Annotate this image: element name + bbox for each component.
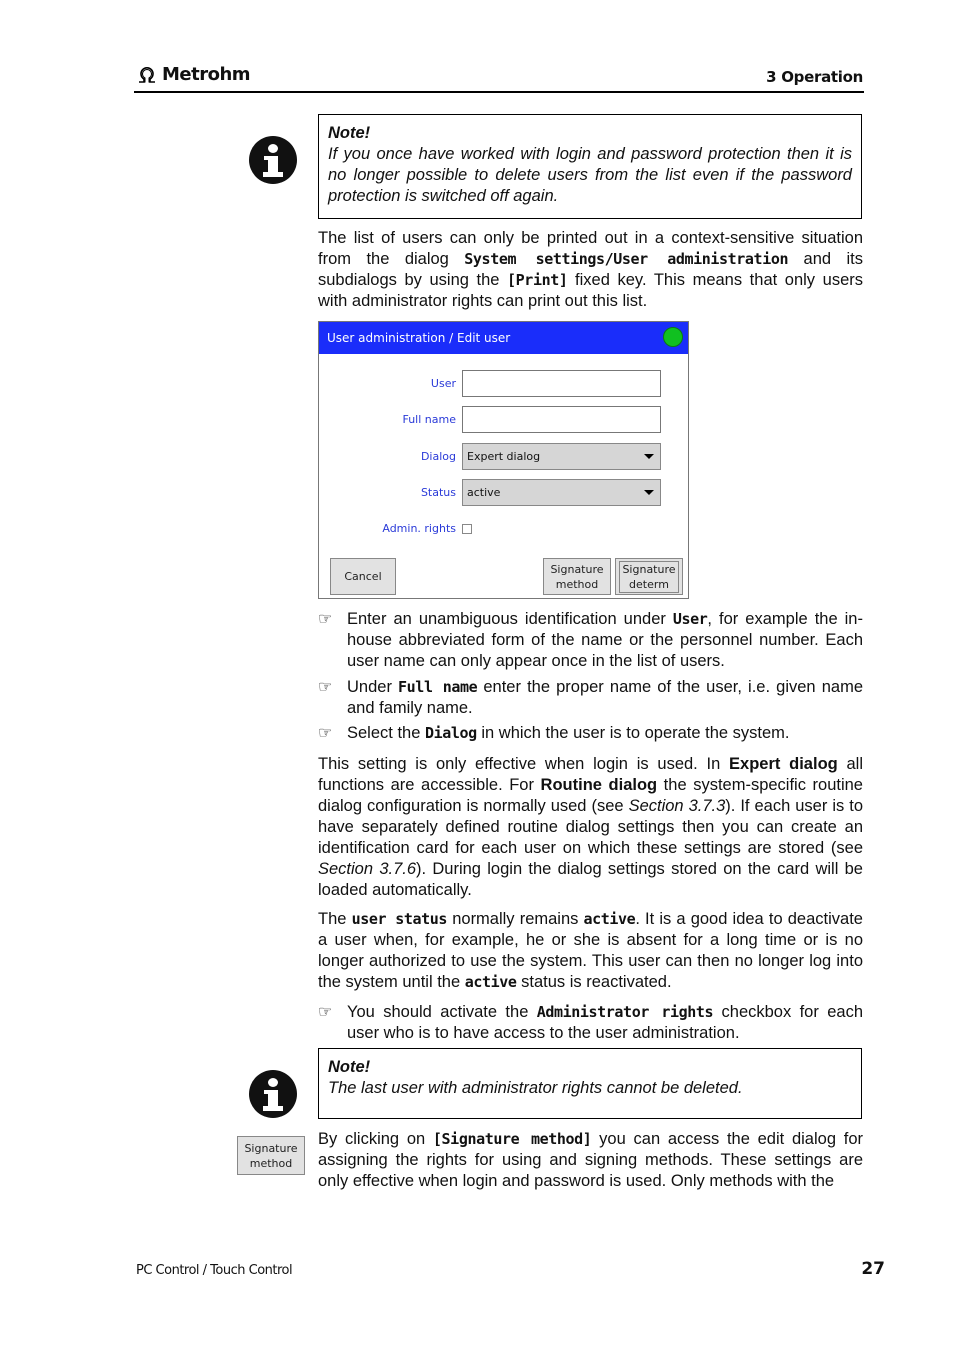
signature-method-button[interactable]: Signature method bbox=[543, 558, 611, 595]
bullet-admin-rights: ☞ You should activate the Administrator rights checkbox for each user who is to have access to the user administration. bbox=[318, 1003, 863, 1042]
pointing-hand-icon: ☞ bbox=[318, 679, 333, 696]
note-box bbox=[318, 1048, 862, 1119]
dialog-select-value: Expert dialog bbox=[467, 450, 541, 463]
status-label: Status bbox=[420, 486, 456, 499]
logo-text: Metrohm bbox=[162, 64, 251, 85]
pointing-hand-icon: ☞ bbox=[318, 611, 333, 628]
info-icon bbox=[249, 1070, 297, 1118]
user-label: User bbox=[430, 377, 456, 390]
pointing-hand-icon: ☞ bbox=[318, 725, 333, 742]
metrohm-logo bbox=[136, 64, 250, 85]
note-box bbox=[318, 114, 862, 219]
dialog-title: User administration / Edit user bbox=[327, 331, 511, 345]
signature-determ-button[interactable]: Signature determ bbox=[615, 558, 683, 595]
chapter-title: 3 Operation bbox=[766, 68, 863, 86]
paragraph-user-status: The user status normally remains active. It is a good idea to deactivate a user when, for example, he or she is absent for a long time or is no longer authorized to use the system. This user can then no longer log into the system until the active status is reactivated. bbox=[318, 910, 863, 991]
paragraph-dialog-modes: This setting is only effective when login is used. In Expert dialog all functions are accessible. For Routine dialog the system-specific routine dialog configuration is normally used (see Section 3.7.3). If each user is to have separately defined routine dialog settings then you can create an identification card for each user on which these settings are stored (see Section 3.7.6). During login the dialog settings stored on the card will be loaded automatically. bbox=[318, 755, 863, 899]
user-input[interactable] bbox=[462, 370, 661, 397]
dialog-label: Dialog bbox=[420, 450, 456, 463]
dialog-select[interactable] bbox=[462, 443, 661, 470]
bullet-fullname: ☞ Under Full name enter the proper name of the user, i.e. given name and family name. bbox=[318, 678, 863, 717]
note-text: If you once have worked with login and password protection then it is no longer possible to delete users from the list even if the password protection is switched off again. bbox=[328, 145, 852, 205]
fullname-label: Full name bbox=[402, 413, 456, 426]
page-number: 27 bbox=[861, 1259, 885, 1279]
pointing-hand-icon: ☞ bbox=[318, 1004, 333, 1021]
admin-rights-checkbox[interactable] bbox=[462, 524, 472, 534]
edit-user-dialog bbox=[318, 321, 689, 599]
dropdown-arrow-icon bbox=[644, 490, 654, 495]
header-rule bbox=[134, 91, 864, 93]
status-led-icon bbox=[663, 327, 683, 347]
note-title: Note! bbox=[328, 1058, 371, 1076]
fullname-input[interactable] bbox=[462, 406, 661, 433]
paragraph-print-list: The list of users can only be printed out in a context-sensitive situation from the dialog System settings/User administration and its subdialogs by using the [Print] fixed key. This means that only users with administrator rights can print out this list. bbox=[318, 229, 864, 310]
cancel-button[interactable]: Cancel bbox=[330, 558, 396, 595]
paragraph-signature-method: By clicking on [Signature method] you can access the edit dialog for assigning the rights for using and signing methods. These settings are only effective when login and password is used. Only methods with the bbox=[318, 1130, 863, 1190]
dropdown-arrow-icon bbox=[644, 454, 654, 459]
footer-product: PC Control / Touch Control bbox=[136, 1263, 293, 1278]
admin-rights-label: Admin. rights bbox=[382, 522, 456, 535]
info-icon bbox=[249, 136, 297, 184]
bullet-user: ☞ Enter an unambiguous identification under User, for example the in-house abbreviated form of the name or the personnel number. Each user name can only appear once in the list of users. bbox=[318, 610, 863, 670]
status-select-value: active bbox=[467, 486, 501, 499]
bullet-dialog: ☞ Select the Dialog in which the user is to operate the system. bbox=[318, 724, 790, 742]
signature-method-side-button: Signature method bbox=[237, 1136, 305, 1175]
note-title: Note! bbox=[328, 124, 371, 142]
note-text: The last user with administrator rights cannot be deleted. bbox=[328, 1079, 743, 1097]
status-select[interactable] bbox=[462, 479, 661, 506]
dialog-title-bar bbox=[319, 322, 688, 354]
omega-logo-icon bbox=[136, 66, 158, 84]
